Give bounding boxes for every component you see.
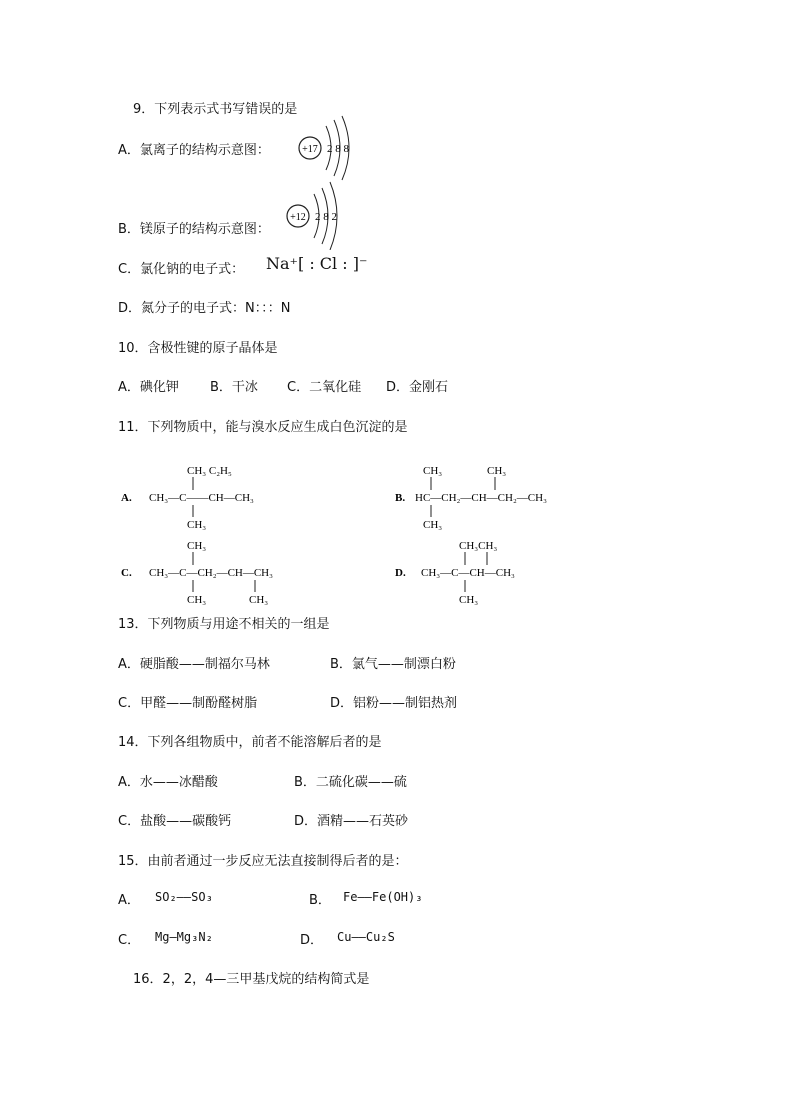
- q13-option-c: C．甲醛——制酚醛树脂: [118, 696, 258, 711]
- q11-d-bottom: CH₃: [459, 594, 479, 606]
- q14-option-b: B．二硫化碳——硫: [294, 775, 407, 790]
- q15-option-a: SO₂——SO₃: [155, 890, 213, 904]
- q11-c-main: CH₃—C—CH₂—CH—CH₃: [149, 567, 273, 579]
- q11-c-bottom-1: CH₃: [187, 594, 207, 606]
- question-15-title: 15．由前者通过一步反应无法直接制得后者的是：: [118, 854, 408, 869]
- q14-option-d: D．酒精——石英砂: [294, 814, 409, 829]
- q15-option-c: Mg—Mg₃N₂: [155, 930, 213, 944]
- q11-structures: [115, 455, 595, 615]
- q15-option-a-label: A．: [118, 893, 140, 908]
- sodium-chloride-electron-formula: Na⁺[ : Cl : ]⁻: [266, 254, 368, 273]
- question-14-title: 14．下列各组物质中，前者不能溶解后者的是: [118, 735, 382, 750]
- q11-b-label: B.: [395, 492, 406, 504]
- q9-b-nucleus: +12: [290, 212, 306, 223]
- q10-option-b: B．干冰: [210, 380, 258, 395]
- q11-a-main: CH₃—C——CH—CH₃: [149, 492, 254, 504]
- q10-option-d: D．金刚石: [386, 380, 449, 395]
- q11-b-main: HC—CH₂—CH—CH₂—CH₃: [415, 492, 547, 504]
- q11-d-top: CH₃CH₃: [459, 540, 498, 552]
- q10-option-a: A．碘化钾: [118, 380, 179, 395]
- q9-a-nucleus: +17: [302, 144, 318, 155]
- question-16-title: 16．2，2，4—三甲基戊烷的结构简式是: [133, 972, 370, 987]
- q15-option-d-label: D．: [300, 933, 324, 948]
- q9-b-shells: 2 8 2: [315, 211, 337, 223]
- q11-c-label: C.: [121, 567, 132, 579]
- chloride-ion-structure-diagram: [296, 112, 366, 182]
- q11-b-bottom: CH₃: [423, 519, 443, 531]
- q11-c-top: CH₃: [187, 540, 207, 552]
- q15-option-b-label: B．: [309, 893, 331, 908]
- question-11-title: 11．下列物质中，能与溴水反应生成白色沉淀的是: [118, 420, 408, 435]
- magnesium-atom-structure-diagram: [284, 180, 354, 250]
- q9-a-shells: 2 8 8: [327, 143, 349, 155]
- q11-a-top: CH₃ C₂H₅: [187, 465, 232, 477]
- q14-option-a: A．水——冰醋酸: [118, 775, 218, 790]
- question-13-title: 13．下列物质与用途不相关的一组是: [118, 617, 330, 632]
- q9-option-c-label: C．氯化钠的电子式：: [118, 262, 245, 277]
- q13-option-b: B．氯气——制漂白粉: [330, 657, 456, 672]
- q14-option-c: C．盐酸——碳酸钙: [118, 814, 232, 829]
- q13-option-a: A．硬脂酸——制福尔马林: [118, 657, 270, 672]
- q13-option-d: D．铝粉——制铝热剂: [330, 696, 458, 711]
- q10-option-c: C．二氧化硅: [287, 380, 362, 395]
- q9-option-d-label: D．氮分子的电子式：N：：：N: [118, 301, 291, 316]
- q15-option-d: Cu——Cu₂S: [337, 930, 395, 944]
- q11-d-main: CH₃—C—CH—CH₃: [421, 567, 515, 579]
- q9-option-b-label: B．镁原子的结构示意图：: [118, 222, 270, 237]
- q11-a-label: A.: [121, 492, 132, 504]
- q11-a-bottom: CH₃: [187, 519, 207, 531]
- question-9-title: 9．下列表示式书写错误的是: [133, 102, 298, 117]
- q11-b-top-1: CH₃: [423, 465, 443, 477]
- q11-d-label: D.: [395, 567, 406, 579]
- q15-option-b: Fe——Fe(OH)₃: [343, 890, 423, 904]
- q11-b-top-2: CH₃: [487, 465, 507, 477]
- q9-option-a-label: A．氯离子的结构示意图：: [118, 143, 270, 158]
- question-10-title: 10．含极性键的原子晶体是: [118, 341, 278, 356]
- q15-option-c-label: C．: [118, 933, 141, 948]
- q11-c-bottom-2: CH₃: [249, 594, 269, 606]
